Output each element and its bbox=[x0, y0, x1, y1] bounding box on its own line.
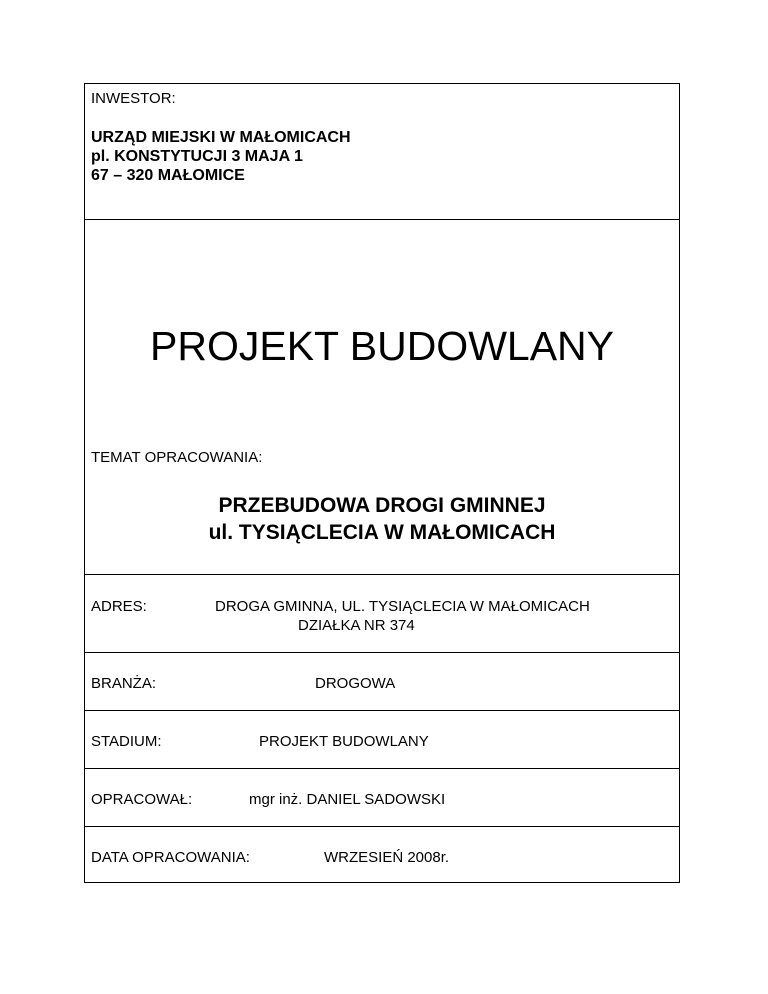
date-label: DATA OPRACOWANIA: bbox=[91, 849, 250, 866]
address-line-1: DROGA GMINNA, UL. TYSIĄCLECIA W MAŁOMICACH bbox=[215, 598, 590, 615]
author-section bbox=[85, 769, 679, 827]
stage-value: PROJEKT BUDOWLANY bbox=[259, 733, 429, 750]
investor-city: 67 – 320 MAŁOMICE bbox=[91, 167, 245, 184]
author-value: mgr inż. DANIEL SADOWSKI bbox=[249, 791, 446, 808]
author-label: OPRACOWAŁ: bbox=[91, 791, 193, 808]
branch-label: BRANŻA: bbox=[91, 675, 157, 692]
date-section bbox=[85, 827, 679, 882]
address-label: ADRES: bbox=[91, 598, 147, 615]
investor-label: INWESTOR: bbox=[91, 90, 176, 107]
date-value: WRZESIEŃ 2008r. bbox=[324, 849, 450, 866]
address-section bbox=[85, 575, 679, 653]
stage-label: STADIUM: bbox=[91, 733, 162, 750]
subject-label: TEMAT OPRACOWANIA: bbox=[91, 449, 263, 466]
address-line-2: DZIAŁKA NR 374 bbox=[298, 617, 415, 634]
title-page-frame bbox=[84, 83, 680, 883]
branch-value: DROGOWA bbox=[315, 675, 396, 692]
investor-name: URZĄD MIEJSKI W MAŁOMICACH bbox=[91, 129, 351, 146]
stage-section bbox=[85, 711, 679, 769]
subject-line-2: ul. TYSIĄCLECIA W MAŁOMICACH bbox=[208, 521, 556, 544]
branch-section bbox=[85, 653, 679, 711]
project-title-section bbox=[85, 220, 679, 575]
investor-street: pl. KONSTYTUCJI 3 MAJA 1 bbox=[91, 148, 303, 165]
subject-line-1: PRZEBUDOWA DROGI GMINNEJ bbox=[218, 494, 546, 517]
investor-section bbox=[85, 84, 679, 220]
document-title: PROJEKT BUDOWLANY bbox=[150, 323, 614, 369]
